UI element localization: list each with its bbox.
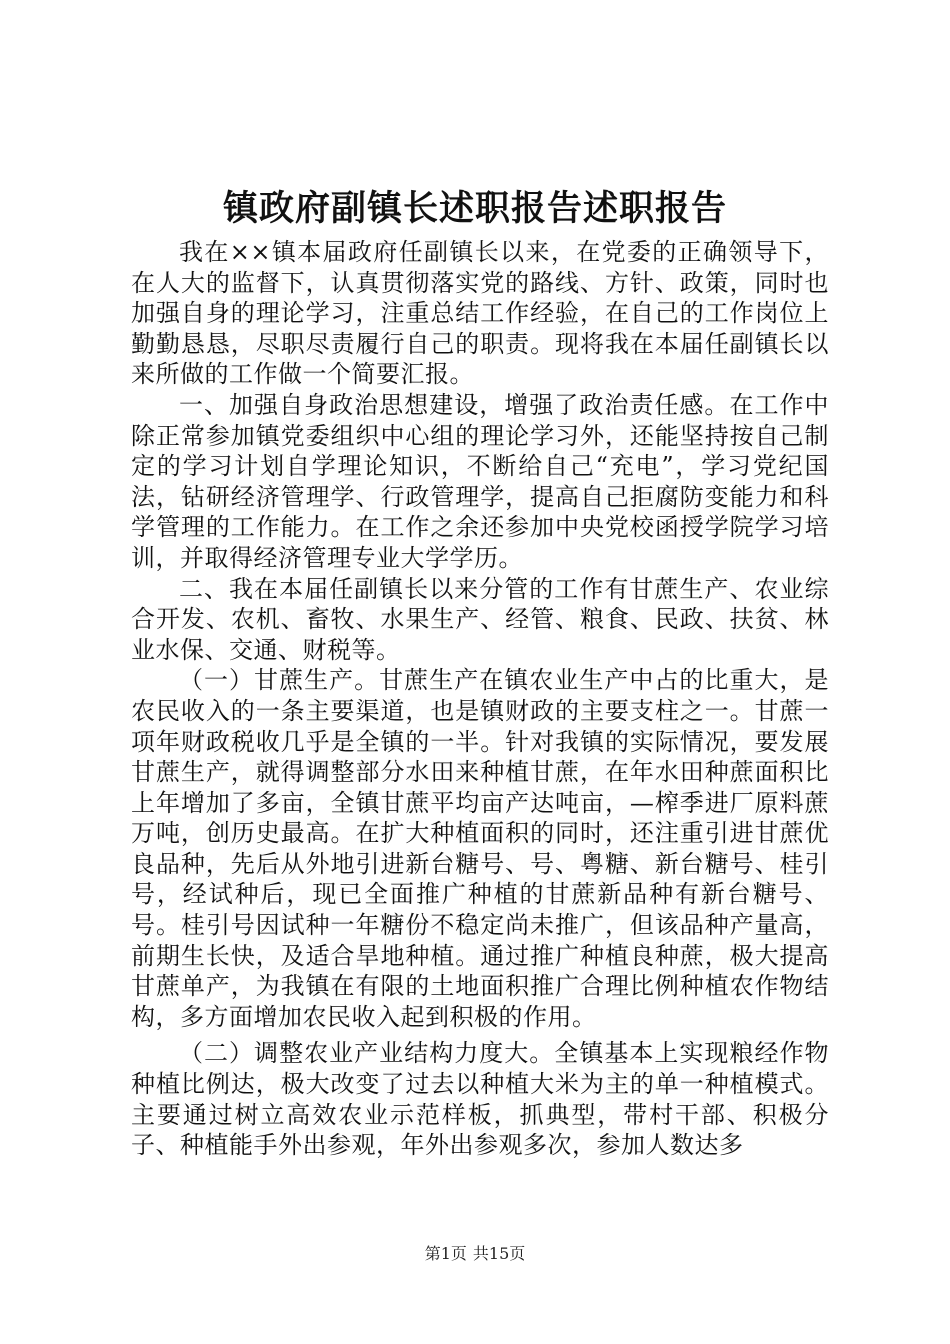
paragraph-restructuring: （二）调整农业产业结构力度大。全镇基本上实现粮经作物种植比例达，极大改变了过去以种植大米为主的单一种植模式。主要通过树立高效农业示范样板，抓典型，带村干部、积极分子、种植能手外出参观，年外出参观多次，参加人数达多 [131, 1039, 829, 1160]
paragraph-section-2: 二、我在本届任副镇长以来分管的工作有甘蔗生产、农业综合开发、农机、畜牧、水果生产、经管、粮食、民政、扶贫、林业水保、交通、财税等。 [131, 574, 829, 664]
document-body [131, 237, 829, 1161]
page-number: 第1页 [424, 1244, 467, 1263]
page-total: 共15页 [472, 1244, 526, 1263]
paragraph-sugarcane: （一）甘蔗生产。甘蔗生产在镇农业生产中占的比重大，是农民收入的一条主要渠道，也是镇财政的主要支柱之一。甘蔗一项年财政税收几乎是全镇的一半。针对我镇的实际情况，要发展甘蔗生产，就得调整部分水田来种植甘蔗，在年水田种蔗面积比上年增加了多亩，全镇甘蔗平均亩产达吨亩，—榨季进厂原料蔗万吨，创历史最高。在扩大种植面积的同时，还注重引进甘蔗优良品种，先后从外地引进新台糖号、号、粤糖、新台糖号、桂引号，经试种后，现已全面推广种植的甘蔗新品种有新台糖号、号。桂引号因试种一年糖份不稳定尚未推广，但该品种产量高，前期生长快，及适合旱地种植。通过推广种植良种蔗，极大提高甘蔗单产，为我镇在有限的土地面积推广合理比例种植农作物结构，多方面增加农民收入起到积极的作用。 [131, 666, 829, 1031]
paragraph-section-1: 一、加强自身政治思想建设，增强了政治责任感。在工作中除正常参加镇党委组织中心组的理论学习外，还能坚持按自己制定的学习计划自学理论知识，不断给自己“充电”，学习党纪国法，钻研经济管理学、行政管理学，提高自己拒腐防变能力和科学管理的工作能力。在工作之余还参加中央党校函授学院学习培训，并取得经济管理专业大学学历。 [131, 390, 829, 572]
document-title: 镇政府副镇长述职报告述职报告 [222, 188, 727, 229]
paragraph-intro: 我在××镇本届政府任副镇长以来，在党委的正确领导下，在人大的监督下，认真贯彻落实党的路线、方针、政策，同时也加强自身的理论学习，注重总结工作经验，在自己的工作岗位上勤勤恳恳，尽职尽责履行自己的职责。现将我在本届任副镇长以来所做的工作做一个简要汇报。 [131, 238, 829, 389]
page-footer [0, 1242, 950, 1266]
